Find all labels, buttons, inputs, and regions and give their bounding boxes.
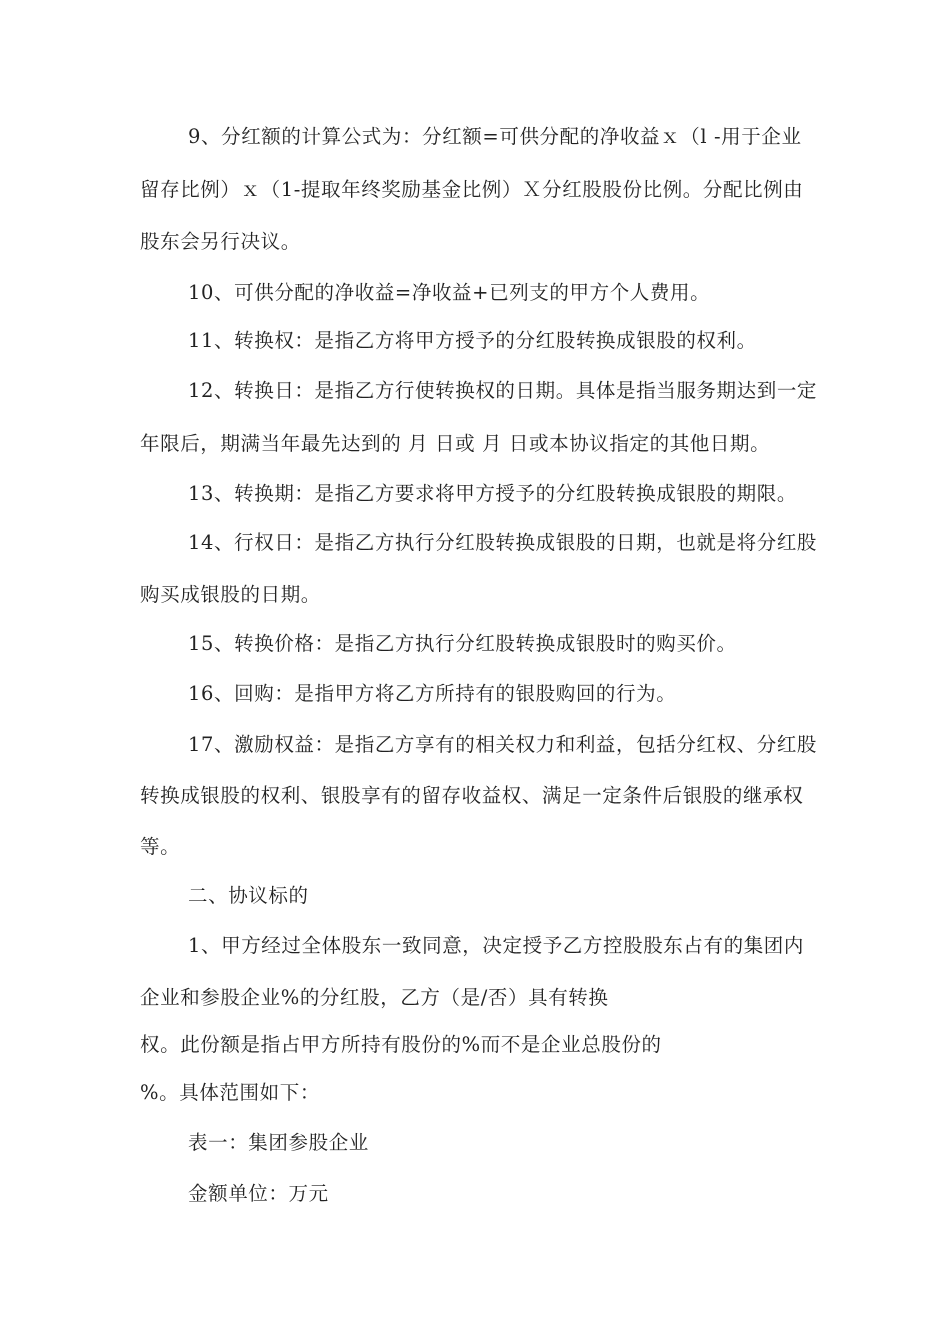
unit-note: 金额单位：万元 bbox=[188, 1182, 329, 1205]
text-line: 10、可供分配的净收益=净收益+已列支的甲方个人费用。 bbox=[188, 281, 711, 304]
text-line: 13、转换期：是指乙方要求将甲方授予的分红股转换成银股的期限。 bbox=[188, 482, 797, 505]
text-line: 购买成银股的日期。 bbox=[140, 583, 321, 606]
text-line: %。具体范围如下： bbox=[140, 1081, 320, 1104]
text-line: 14、行权日：是指乙方执行分红股转换成银股的日期，也就是将分红股 bbox=[188, 531, 818, 554]
text-line: 年限后，期满当年最先达到的 月 日或 月 日或本协议指定的其他日期。 bbox=[140, 432, 771, 455]
text-line: 11、转换权：是指乙方将甲方授予的分红股转换成银股的权利。 bbox=[188, 329, 757, 352]
text-line: 企业和参股企业%的分红股，乙方（是/否）具有转换 bbox=[140, 986, 609, 1009]
text-line: 等。 bbox=[140, 835, 181, 858]
section-heading: 二、协议标的 bbox=[188, 884, 309, 907]
text-line: 权。此份额是指占甲方所持有股份的%而不是企业总股份的 bbox=[140, 1033, 662, 1056]
text-line: 17、激励权益：是指乙方享有的相关权力和利益，包括分红权、分红股 bbox=[188, 733, 818, 756]
text-line: 1、甲方经过全体股东一致同意，决定授予乙方控股股东占有的集团内 bbox=[188, 934, 805, 957]
table-caption: 表一：集团参股企业 bbox=[188, 1131, 369, 1154]
text-line: 转换成银股的权利、银股享有的留存收益权、满足一定条件后银股的继承权 bbox=[140, 784, 804, 807]
text-line: 15、转换价格：是指乙方执行分红股转换成银股时的购买价。 bbox=[188, 632, 737, 655]
text-line: 股东会另行决议。 bbox=[140, 230, 301, 253]
text-line: 9、分红额的计算公式为：分红额=可供分配的净收益ｘ（l -用于企业 bbox=[188, 125, 802, 148]
text-line: 留存比例）ｘ（1-提取年终奖励基金比例）Ｘ分红股股份比例。分配比例由 bbox=[140, 178, 804, 201]
text-line: 16、回购：是指甲方将乙方所持有的银股购回的行为。 bbox=[188, 682, 677, 705]
text-line: 12、转换日：是指乙方行使转换权的日期。具体是指当服务期达到一定 bbox=[188, 379, 818, 402]
